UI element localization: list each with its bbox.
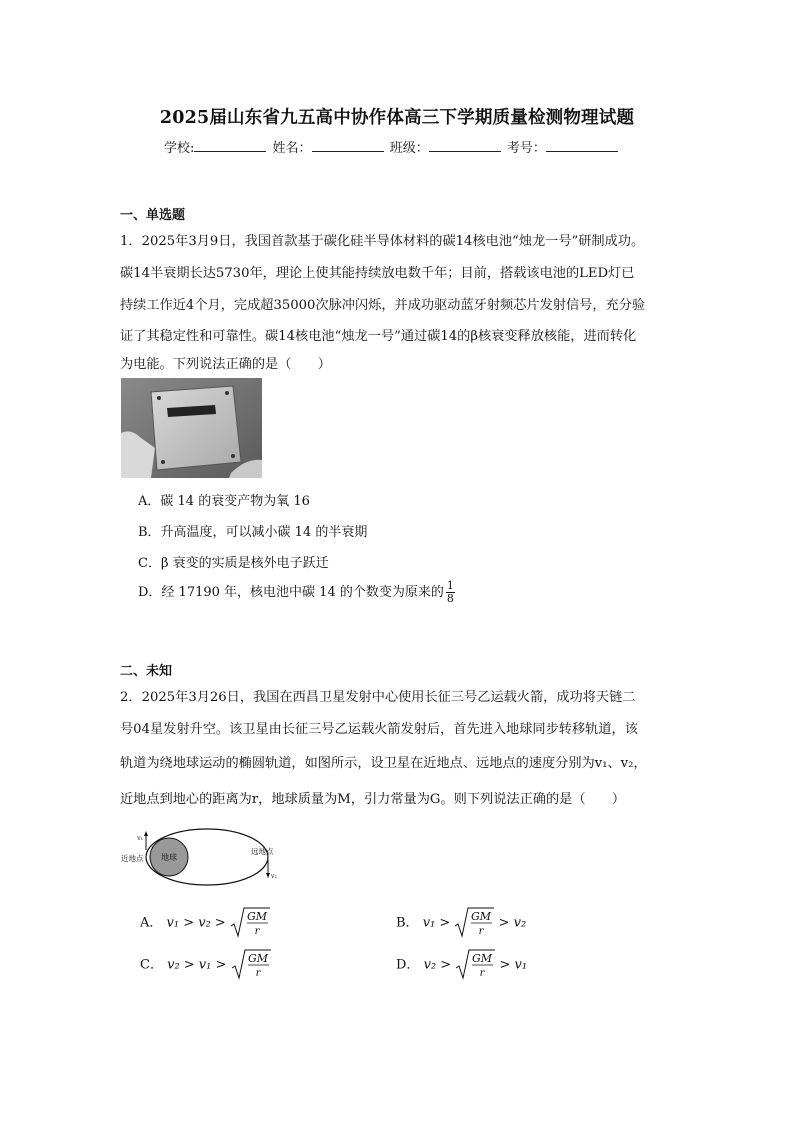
- perigee-label: 近地点: [121, 854, 144, 863]
- q2-line-1: 2．2025年3月26日，我国在西昌卫星发射中心使用长征三号乙运载火箭，成功将天链二: [120, 690, 636, 705]
- number-blank[interactable]: [546, 138, 618, 152]
- q1-option-a[interactable]: A．碳 14 的衰变产物为氧 16: [138, 494, 310, 509]
- q2-option-c-expr: v₂ > v₁ >: [167, 957, 227, 973]
- sqrt-gm-over-r: [231, 948, 271, 982]
- q2-line-3: 轨道为绕地球运动的椭圆轨道，如图所示，设卫星在近地点、远地点的速度分别为v₁、v₂，: [120, 756, 647, 771]
- q1-line-4: 证了其稳定性和可靠性。碳14核电池“烛龙一号”通过碳14的β核衰变释放核能，进而转化: [120, 329, 637, 344]
- sqrt-numerator: GM: [472, 952, 493, 965]
- q2-option-d-expr-left: v₂ >: [423, 957, 452, 973]
- q2-option-b-expr-right: > v₂: [498, 915, 527, 931]
- q1-line-2: 碳14半衰期长达5730年，理论上使其能持续放电数千年；目前，搭载该电池的LED灯已: [120, 266, 635, 281]
- sqrt-numerator: GM: [247, 952, 268, 965]
- sqrt-gm-over-r: [454, 906, 494, 940]
- school-label: 学校:: [164, 141, 195, 156]
- q2-option-b-expr-left: v₁ >: [422, 915, 451, 931]
- v1-label: v₁: [137, 835, 143, 842]
- orbit-diagram: [121, 826, 281, 888]
- sqrt-gm-over-r: [230, 906, 270, 940]
- q1-option-b[interactable]: B．升高温度，可以减小碳 14 的半衰期: [138, 525, 368, 540]
- school-blank[interactable]: [194, 138, 266, 152]
- battery-photo: [121, 378, 262, 478]
- q1-option-d[interactable]: [138, 580, 455, 605]
- q2-option-c-label: C．: [140, 957, 163, 973]
- sqrt-denominator: r: [479, 968, 485, 979]
- q2-option-c[interactable]: [140, 948, 271, 982]
- sqrt-numerator: GM: [471, 910, 492, 923]
- q2-option-b-label: B．: [396, 915, 419, 931]
- q1-line-1: 1．2025年3月9日，我国首款基于碳化硅半导体材料的碳14核电池“烛龙一号”研制成功。: [120, 234, 645, 249]
- sqrt-denominator: r: [479, 926, 484, 937]
- q2-option-a-label: A．: [140, 915, 163, 931]
- student-info-line: [164, 137, 620, 156]
- sqrt-numerator: GM: [246, 910, 267, 923]
- apogee-label: 远地点: [251, 847, 274, 856]
- q1-option-c[interactable]: C．β 衰变的实质是核外电子跃迁: [138, 556, 329, 571]
- page-title: 2025届山东省九五高中协作体高三下学期质量检测物理试题: [159, 108, 635, 128]
- fraction-numerator: 1: [446, 579, 454, 592]
- fraction-denominator: 8: [446, 592, 454, 605]
- sqrt-denominator: r: [255, 968, 260, 979]
- q2-option-d-label: D．: [396, 957, 420, 973]
- q2-option-d-expr-right: > v₁: [499, 957, 528, 973]
- sqrt-denominator: r: [254, 926, 260, 937]
- q1-line-5: 为电能。下列说法正确的是（ ）: [120, 357, 331, 372]
- earth-label: 地球: [161, 853, 177, 862]
- section-heading-single-choice: 一、单选题: [120, 208, 186, 223]
- sqrt-gm-over-r: [455, 948, 495, 982]
- one-eighth-fraction: [446, 580, 455, 605]
- q2-option-a[interactable]: [140, 906, 270, 940]
- section-heading-unknown: 二、未知: [120, 664, 173, 679]
- q2-option-a-expr: v₁ > v₂ >: [166, 915, 226, 931]
- q2-line-4: 近地点到地心的距离为r，地球质量为M，引力常量为G。则下列说法正确的是（ ）: [120, 792, 626, 807]
- name-label: 姓名：: [272, 141, 312, 156]
- q2-option-b[interactable]: [396, 906, 526, 940]
- number-label: 考号：: [506, 141, 546, 156]
- q1-option-d-text: D．经 17190 年，核电池中碳 14 的个数变为原来的: [138, 585, 444, 600]
- q2-option-d[interactable]: [396, 948, 527, 982]
- q1-line-3: 持续工作近4个月，完成超35000次脉冲闪烁，并成功驱动蓝牙射频芯片发射信号，充分验: [120, 298, 646, 313]
- v2-label: v₂: [271, 873, 277, 880]
- class-label: 班级：: [389, 141, 429, 156]
- q2-line-2: 号04星发射升空。该卫星由长征三号乙运载火箭发射后，首先进入地球同步转移轨道，该: [120, 722, 638, 737]
- class-blank[interactable]: [429, 138, 501, 152]
- name-blank[interactable]: [312, 138, 384, 152]
